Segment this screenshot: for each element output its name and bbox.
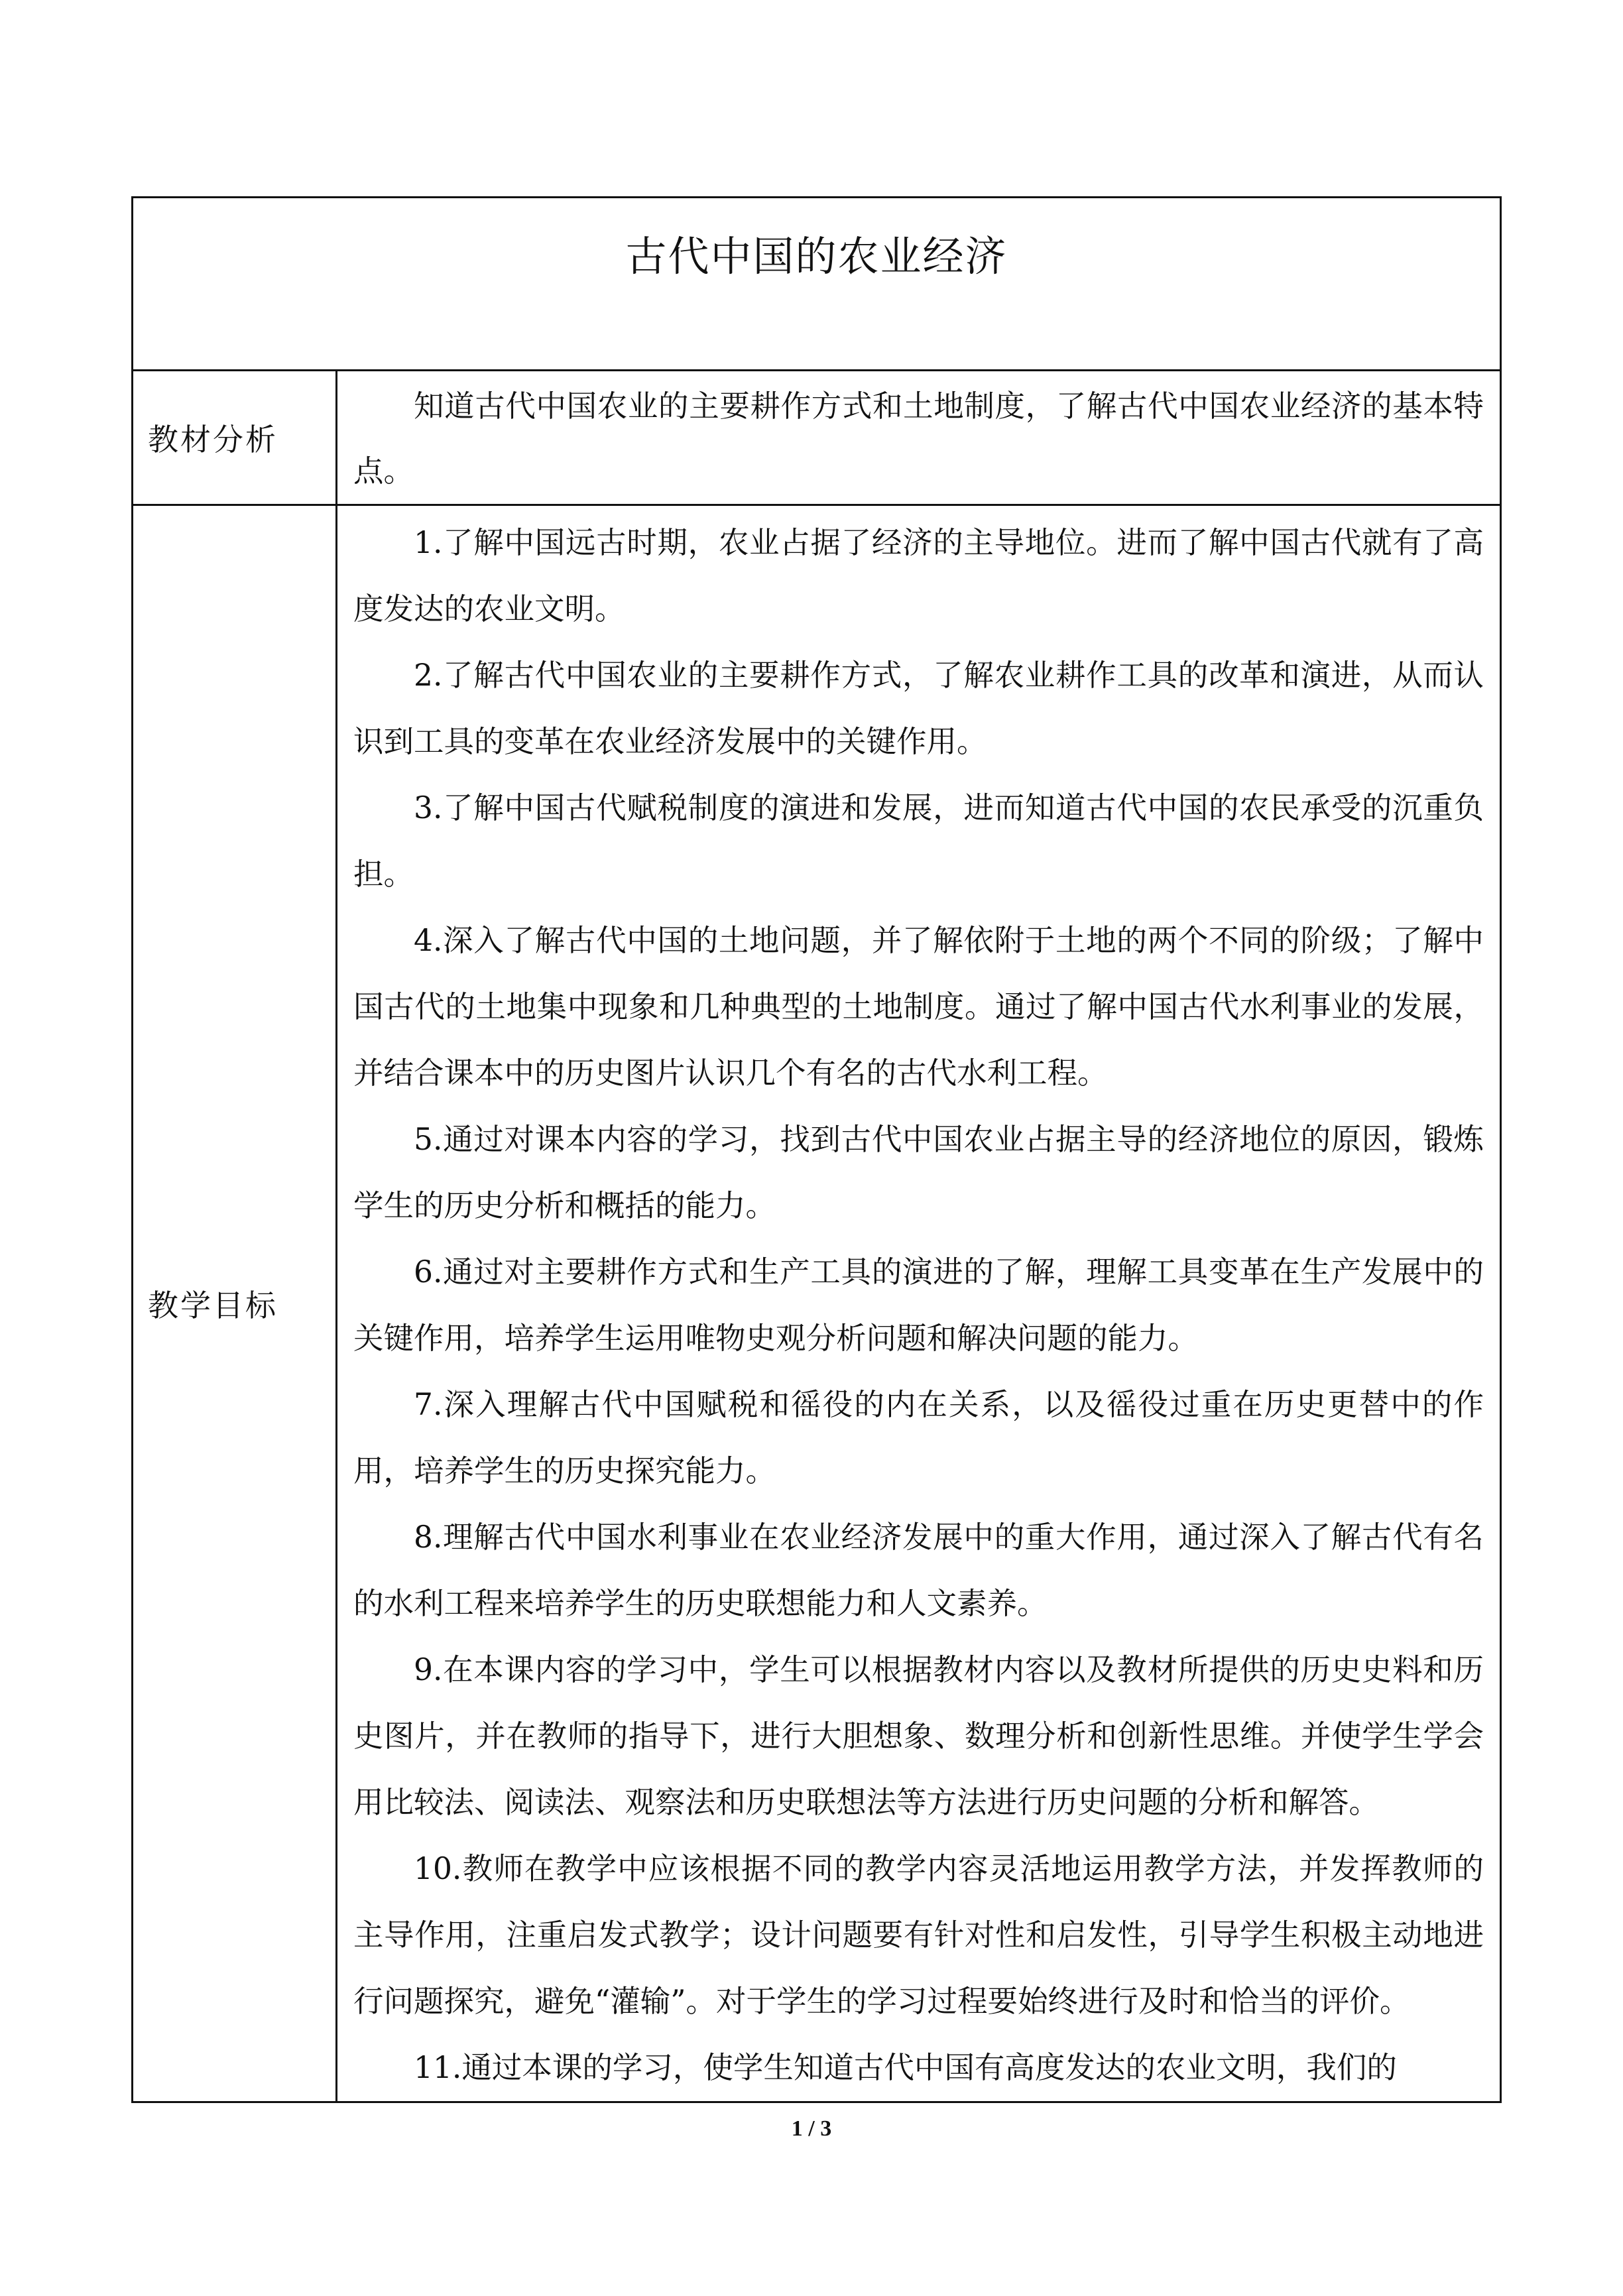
objectives-row	[133, 505, 1501, 2102]
page-number: 1 / 3	[791, 2116, 832, 2141]
objective-paragraph: 2.了解古代中国农业的主要耕作方式，了解农业耕作工具的改革和演进，从而认识到工具的变革在农业经济发展中的关键作用。	[353, 658, 1484, 759]
objective-paragraph: 4.深入了解古代中国的土地问题，并了解依附于土地的两个不同的阶级；了解中国古代的土地集中现象和几种典型的土地制度。通过了解中国古代水利事业的发展，并结合课本中的历史图片认识几个有名的古代水利工程。	[353, 923, 1484, 1091]
objective-paragraph: 9.在本课内容的学习中，学生可以根据教材内容以及教材所提供的历史史料和历史图片，并在教师的指导下，进行大胆想象、数理分析和创新性思维。并使学生学会用比较法、阅读法、观察法和历史联想法等方法进行历史问题的分析和解答。	[353, 1652, 1484, 1820]
objective-paragraph: 3.了解中国古代赋税制度的演进和发展，进而知道古代中国的农民承受的沉重负担。	[353, 790, 1484, 892]
title-cell	[133, 198, 1501, 371]
row-label-objectives: 教学目标	[133, 505, 337, 2102]
objective-paragraph: 10.教师在教学中应该根据不同的教学内容灵活地运用教学方法，并发挥教师的主导作用，注重启发式教学；设计问题要有针对性和启发性，引导学生积极主动地进行问题探究，避免“灌输”。对于学生的学习过程要始终进行及时和恰当的评价。	[353, 1851, 1484, 2019]
objective-paragraph: 1.了解中国远古时期，农业占据了经济的主导地位。进而了解中国古代就有了高度发达的农业文明。	[353, 525, 1484, 627]
analysis-row	[133, 371, 1501, 505]
row-label-analysis: 教材分析	[133, 371, 337, 505]
objective-paragraph: 7.深入理解古代中国赋税和徭役的内在关系，以及徭役过重在历史更替中的作用，培养学生的历史探究能力。	[353, 1387, 1484, 1488]
objective-paragraph: 8.理解古代中国水利事业在农业经济发展中的重大作用，通过深入了解古代有名的水利工程来培养学生的历史联想能力和人文素养。	[353, 1520, 1484, 1621]
objectives-content	[337, 505, 1501, 2102]
objective-paragraph: 6.通过对主要耕作方式和生产工具的演进的了解，理解工具变革在生产发展中的关键作用，培养学生运用唯物史观分析问题和解决问题的能力。	[353, 1254, 1484, 1356]
analysis-content	[337, 371, 1501, 505]
objective-paragraph: 11.通过本课的学习，使学生知道古代中国有高度发达的农业文明，我们的	[414, 2050, 1397, 2085]
lesson-plan-table	[131, 196, 1502, 2103]
objective-paragraph: 5.通过对课本内容的学习，找到古代中国农业占据主导的经济地位的原因，锻炼学生的历史分析和概括的能力。	[353, 1122, 1484, 1223]
analysis-paragraph: 知道古代中国农业的主要耕作方式和土地制度，了解古代中国农业经济的基本特点。	[353, 389, 1484, 489]
document-title: 古代中国的农业经济	[625, 232, 1008, 280]
title-row	[133, 198, 1501, 371]
